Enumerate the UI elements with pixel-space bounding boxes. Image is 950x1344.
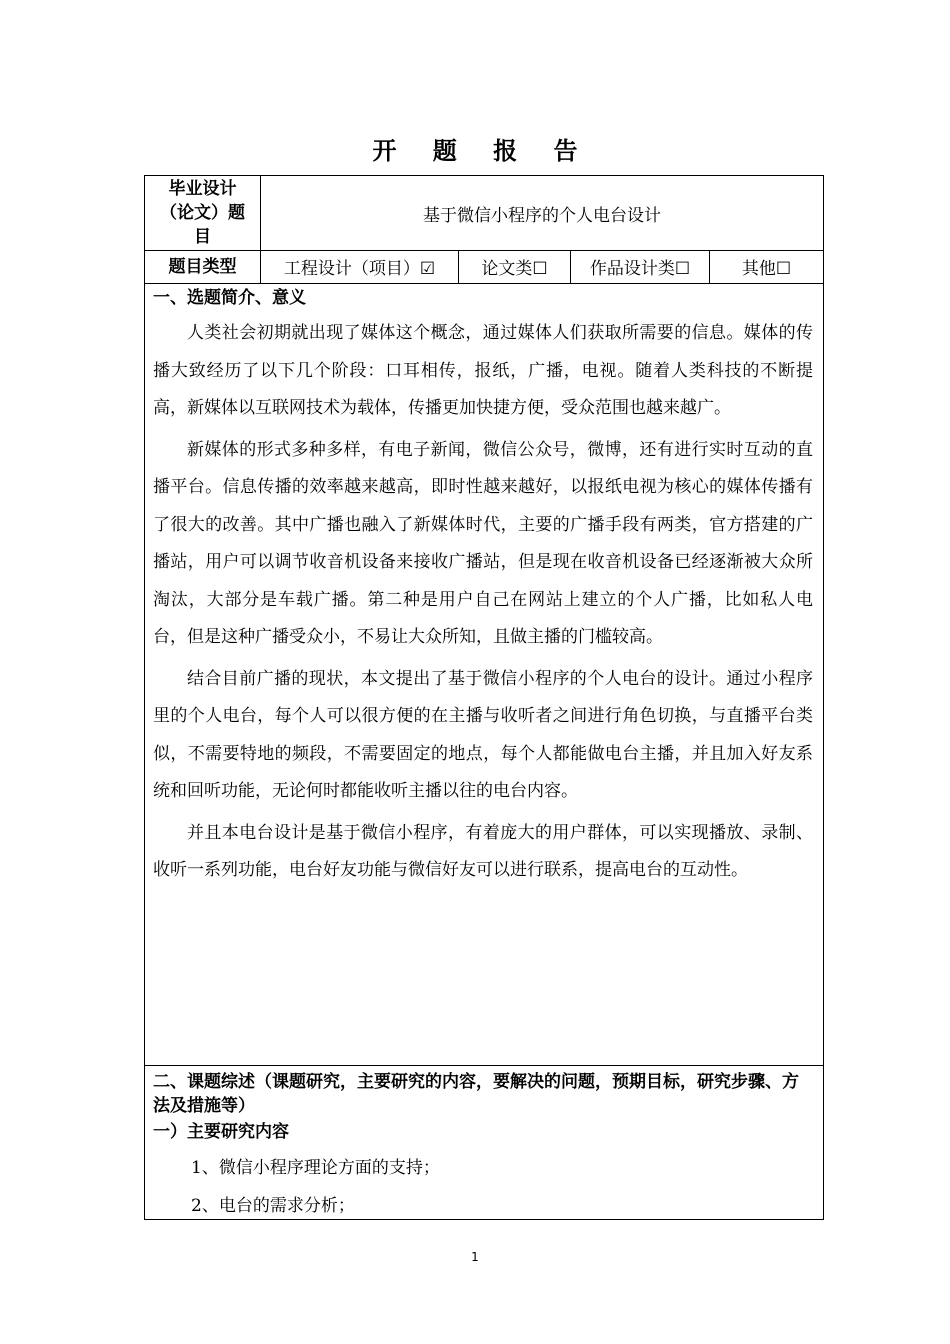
topic-row (145, 176, 823, 251)
type-option-work-design[interactable]: 作品设计类☐ (571, 250, 710, 283)
page-number: 1 (471, 1250, 479, 1264)
type-row (145, 250, 823, 284)
list-item: 2、电台的需求分析； (191, 1196, 355, 1216)
section-heading: 一、选题简介、意义 (153, 288, 306, 308)
paragraph: 新媒体的形式多种多样，有电子新闻，微信公众号，微博，还有进行实时互动的直播平台。信息传播的效率越来越高，即时性越来越好，以报纸电视为核心的媒体传播有了很大的改善。其中广播也融入了新媒体时代，主要的广播手段有两类，官方搭建的广播站，用户可以调节收音机设备来接收广播站，但是现在收音机设备已经逐渐被大众所淘汰，大部分是车载广播。第二种是用户自己在网站上建立的个人广播，比如私人电台，但是这种广播受众小，不易让大众所知，且做主播的门槛较高。 (153, 439, 813, 647)
paragraph: 人类社会初期就出现了媒体这个概念，通过媒体人们获取所需要的信息。媒体的传播大致经历了以下几个阶段：口耳相传，报纸，广播，电视。随着人类科技的不断提高，新媒体以互联网技术为载体，传播更加快捷方便，受众范围也越来越广。 (153, 323, 813, 418)
section-heading: 二、课题综述（课题研究，主要研究的内容，要解决的问题，预期目标，研究步骤、方法及措施等） (153, 1072, 799, 1116)
subsection-heading: 一）主要研究内容 (153, 1122, 289, 1142)
section-introduction (145, 283, 823, 1066)
type-option-engineering[interactable]: 工程设计（项目）☑ (261, 250, 459, 283)
type-label: 题目类型 (145, 250, 261, 283)
type-option-other[interactable]: 其他☐ (741, 259, 792, 279)
section-overview (145, 1066, 823, 1219)
paragraph: 结合目前广播的现状，本文提出了基于微信小程序的个人电台的设计。通过小程序里的个人电台，每个人可以很方便的在主播与收听者之间进行角色切换，与直播平台类似，不需要特地的频段，不需要固定的地点，每个人都能做电台主播，并且加入好友系统和回听功能，无论何时都能收听主播以往的电台内容。 (153, 668, 813, 801)
list-item: 1、微信小程序理论方面的支持； (191, 1158, 440, 1178)
proposal-form (144, 175, 824, 1220)
topic-value: 基于微信小程序的个人电台设计 (423, 205, 661, 226)
type-option-thesis[interactable]: 论文类☐ (459, 250, 571, 283)
topic-label: 毕业设计（论文）题目 (145, 176, 261, 250)
report-title: 开 题 报 告 (372, 137, 592, 165)
paragraph: 并且本电台设计是基于微信小程序，有着庞大的用户群体，可以实现播放、录制、收听一系列功能，电台好友功能与微信好友可以进行联系，提高电台的互动性。 (153, 822, 813, 880)
